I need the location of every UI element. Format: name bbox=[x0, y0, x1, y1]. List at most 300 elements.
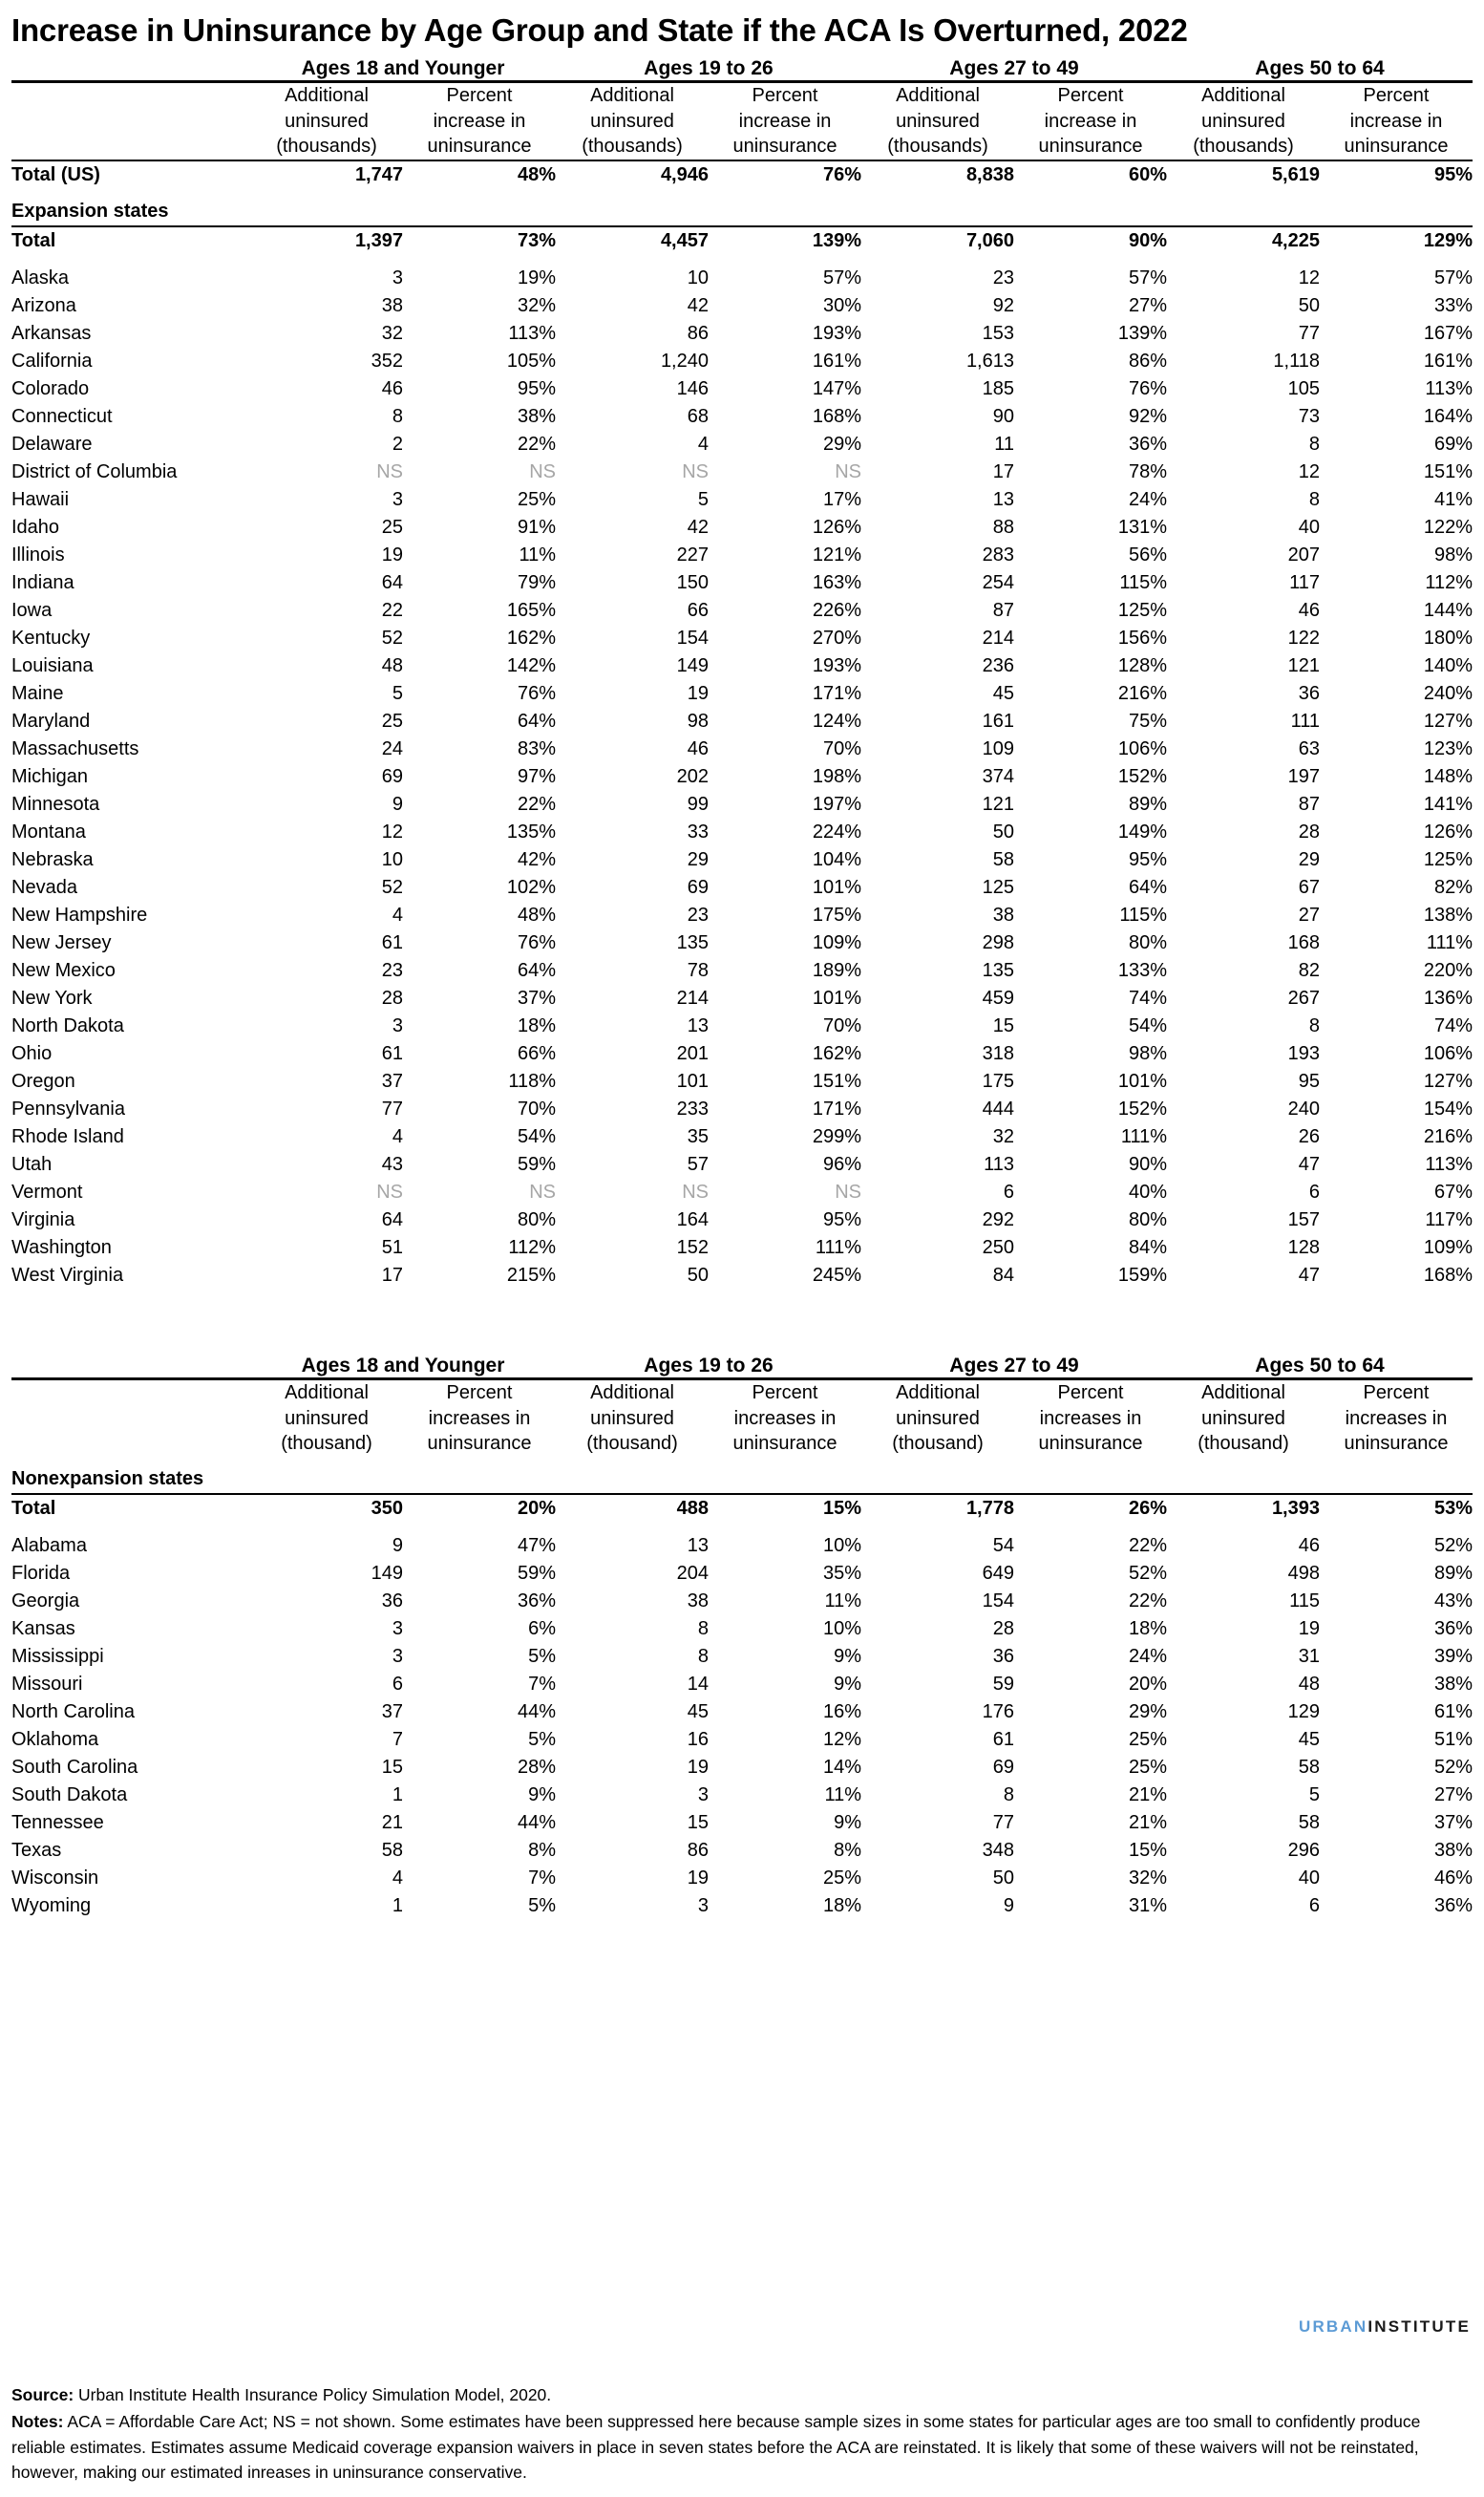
cell-value: 157 bbox=[1287, 1209, 1320, 1231]
cell-value: 1,393 bbox=[1271, 1497, 1320, 1519]
cell-value: 31% bbox=[1128, 1894, 1167, 1916]
table-row bbox=[11, 708, 1473, 736]
cell-value: 28 bbox=[992, 1617, 1014, 1639]
table-row bbox=[11, 1809, 1473, 1837]
cell-value: 459 bbox=[982, 988, 1014, 1010]
cell-value: 18% bbox=[1128, 1617, 1167, 1639]
cell-value: 4,946 bbox=[660, 164, 709, 186]
cell-value: 61 bbox=[992, 1728, 1014, 1750]
cell-value: 58 bbox=[1298, 1811, 1320, 1833]
row-state-label: Rhode Island bbox=[11, 1126, 124, 1148]
cell-value: 136% bbox=[1423, 988, 1473, 1010]
cell-value: 117 bbox=[1289, 572, 1320, 594]
row-state-label: Texas bbox=[11, 1839, 62, 1861]
cell-value: 79% bbox=[517, 572, 556, 594]
cell-value: 189% bbox=[812, 960, 861, 982]
cell-value: 7 bbox=[392, 1728, 403, 1750]
cell-value: 98% bbox=[1128, 1043, 1167, 1065]
cell-value: 53% bbox=[1433, 1497, 1473, 1519]
cell-value: 69 bbox=[381, 766, 403, 788]
cell-value: 44% bbox=[517, 1811, 556, 1833]
cell-value: 11 bbox=[994, 434, 1014, 456]
column-subheader: Additional uninsured (thousand) bbox=[892, 1382, 984, 1455]
cell-value: 5% bbox=[528, 1894, 556, 1916]
cell-value: 352 bbox=[371, 351, 403, 373]
row-state-label: Idaho bbox=[11, 517, 60, 539]
cell-value: 198% bbox=[812, 766, 861, 788]
cell-value: 40 bbox=[1298, 517, 1320, 539]
cell-value: 106% bbox=[1423, 1043, 1473, 1065]
cell-value: 95% bbox=[1128, 849, 1167, 871]
cell-value: 201 bbox=[676, 1043, 709, 1065]
cell-value: 168% bbox=[1423, 1265, 1473, 1287]
row-state-label: Washington bbox=[11, 1237, 112, 1259]
table-row bbox=[11, 1588, 1473, 1615]
source-line bbox=[11, 2382, 1473, 2408]
cell-value: 6 bbox=[1308, 1894, 1320, 1916]
cell-value: 33% bbox=[1433, 295, 1473, 317]
row-state-label: Delaware bbox=[11, 434, 93, 456]
cell-value: 69% bbox=[1433, 434, 1473, 456]
row-state-label: West Virginia bbox=[11, 1265, 124, 1287]
cell-value: 46% bbox=[1433, 1867, 1473, 1889]
cell-value: 7% bbox=[528, 1673, 556, 1695]
cell-value: 348 bbox=[982, 1839, 1014, 1861]
table-row bbox=[11, 1123, 1473, 1151]
cell-value: 61 bbox=[381, 1043, 403, 1065]
cell-value: 18% bbox=[517, 1015, 556, 1037]
table-row bbox=[11, 403, 1473, 431]
table-row bbox=[11, 819, 1473, 846]
cell-value: 76% bbox=[517, 683, 556, 705]
row-state-label: Total (US) bbox=[11, 164, 100, 186]
cell-value: 52 bbox=[381, 877, 403, 899]
cell-value: 46 bbox=[687, 738, 709, 760]
cell-value: 95% bbox=[517, 378, 556, 400]
cell-value: 61 bbox=[381, 932, 403, 954]
cell-value: 115% bbox=[1119, 905, 1167, 927]
cell-value: 48% bbox=[517, 905, 556, 927]
cell-value: 52% bbox=[1128, 1562, 1167, 1584]
cell-value: 97% bbox=[517, 766, 556, 788]
cell-value: 214 bbox=[982, 628, 1014, 650]
table-row bbox=[11, 929, 1473, 957]
cell-value: 8% bbox=[528, 1839, 556, 1861]
footer-notes bbox=[11, 2382, 1473, 2487]
cell-value: 42 bbox=[687, 295, 709, 317]
cell-value: 22 bbox=[381, 600, 403, 622]
cell-value: 152% bbox=[1117, 1099, 1167, 1120]
table-row bbox=[11, 1782, 1473, 1809]
cell-value: 112% bbox=[508, 1237, 556, 1259]
corner-cell bbox=[11, 82, 250, 160]
cell-value: 121 bbox=[1287, 655, 1320, 677]
cell-value: 350 bbox=[371, 1497, 403, 1519]
row-state-label: District of Columbia bbox=[11, 461, 178, 483]
cell-value: 90% bbox=[1128, 230, 1167, 252]
row-state-label: New Mexico bbox=[11, 960, 116, 982]
table-row bbox=[11, 1560, 1473, 1588]
column-subheader: Additional uninsured (thousand) bbox=[586, 1382, 678, 1455]
cell-value: 80% bbox=[1128, 1209, 1167, 1231]
cell-value: 129 bbox=[1287, 1700, 1320, 1722]
cell-value: 25 bbox=[381, 711, 403, 733]
cell-not-shown: NS bbox=[835, 1182, 861, 1204]
cell-value: 112% bbox=[1425, 572, 1473, 594]
cell-value: 121% bbox=[812, 544, 861, 566]
cell-value: 149% bbox=[1117, 822, 1167, 843]
cell-value: 1 bbox=[392, 1894, 403, 1916]
table-row bbox=[11, 542, 1473, 569]
cell-not-shown: NS bbox=[376, 461, 403, 483]
cell-value: 10% bbox=[822, 1534, 861, 1556]
cell-value: 50 bbox=[992, 1867, 1014, 1889]
row-state-label: California bbox=[11, 351, 93, 373]
cell-value: 126% bbox=[812, 517, 861, 539]
cell-value: 38% bbox=[1433, 1839, 1473, 1861]
cell-value: 57% bbox=[1128, 267, 1167, 289]
cell-value: 1,397 bbox=[354, 230, 403, 252]
cell-value: 77 bbox=[992, 1811, 1014, 1833]
cell-value: 150 bbox=[676, 572, 709, 594]
cell-value: 77 bbox=[1298, 323, 1320, 345]
cell-value: 91% bbox=[517, 517, 556, 539]
cell-value: 43% bbox=[1433, 1590, 1473, 1611]
cell-value: 42 bbox=[687, 517, 709, 539]
cell-not-shown: NS bbox=[682, 461, 709, 483]
total-row bbox=[11, 226, 1473, 255]
cell-value: 135% bbox=[506, 822, 556, 843]
cell-value: 1,240 bbox=[660, 351, 709, 373]
page-title: Increase in Uninsurance by Age Group and State if the ACA Is Overturned, 2022 bbox=[11, 12, 1188, 48]
cell-value: 101% bbox=[1117, 1071, 1167, 1093]
table-row bbox=[11, 1615, 1473, 1643]
cell-value: 58 bbox=[1298, 1756, 1320, 1778]
cell-value: 76% bbox=[517, 932, 556, 954]
cell-value: 46 bbox=[1298, 1534, 1320, 1556]
cell-value: 58 bbox=[992, 849, 1014, 871]
cell-value: 39% bbox=[1433, 1645, 1473, 1667]
cell-value: 98 bbox=[687, 711, 709, 733]
cell-value: 8 bbox=[392, 406, 403, 428]
column-subheader: Additional uninsured (thousand) bbox=[1198, 1382, 1289, 1455]
cell-value: 11% bbox=[824, 1783, 861, 1805]
cell-value: 90% bbox=[1128, 1154, 1167, 1176]
cell-value: 13 bbox=[992, 489, 1014, 511]
column-subheader: Additional uninsured (thousands) bbox=[887, 85, 988, 158]
cell-value: 35 bbox=[687, 1126, 709, 1148]
cell-value: 3 bbox=[697, 1894, 709, 1916]
cell-value: 7,060 bbox=[965, 230, 1014, 252]
cell-value: 292 bbox=[982, 1209, 1014, 1231]
cell-value: 9% bbox=[834, 1811, 861, 1833]
table-row bbox=[11, 375, 1473, 403]
row-state-label: Florida bbox=[11, 1562, 71, 1584]
age-group-header: Ages 50 to 64 bbox=[1255, 1355, 1385, 1377]
cell-value: 139% bbox=[1117, 323, 1167, 345]
table-row bbox=[11, 1726, 1473, 1754]
cell-value: 5% bbox=[528, 1728, 556, 1750]
cell-value: 46 bbox=[1298, 600, 1320, 622]
cell-value: 46 bbox=[381, 378, 403, 400]
cell-value: 78 bbox=[687, 960, 709, 982]
cell-value: 125% bbox=[1117, 600, 1167, 622]
row-state-label: Wyoming bbox=[11, 1894, 92, 1916]
cell-value: 40 bbox=[1298, 1867, 1320, 1889]
table-row bbox=[11, 1671, 1473, 1698]
cell-value: 6 bbox=[1308, 1182, 1320, 1204]
cell-value: 5% bbox=[528, 1645, 556, 1667]
cell-value: 236 bbox=[982, 655, 1014, 677]
cell-value: 59% bbox=[517, 1562, 556, 1584]
total-row bbox=[11, 160, 1473, 189]
cell-value: 4 bbox=[392, 1867, 403, 1889]
cell-value: 220% bbox=[1423, 960, 1473, 982]
corner-cell bbox=[11, 1345, 250, 1377]
cell-value: 59% bbox=[517, 1154, 556, 1176]
cell-value: 240 bbox=[1287, 1099, 1320, 1120]
cell-value: 8 bbox=[1308, 434, 1320, 456]
cell-value: 14 bbox=[687, 1673, 709, 1695]
row-state-label: Maine bbox=[11, 683, 64, 705]
cell-value: 63 bbox=[1298, 738, 1320, 760]
cell-value: 54 bbox=[992, 1534, 1014, 1556]
table-row bbox=[11, 1234, 1473, 1262]
cell-value: 37% bbox=[517, 988, 556, 1010]
cell-value: 59 bbox=[992, 1673, 1014, 1695]
sub-header-row bbox=[11, 82, 1473, 160]
cell-value: 17 bbox=[992, 461, 1014, 483]
cell-value: 89% bbox=[1433, 1562, 1473, 1584]
row-state-label: South Dakota bbox=[11, 1783, 128, 1805]
cell-value: 5 bbox=[697, 489, 709, 511]
urban-institute-logo bbox=[1299, 2317, 1471, 2337]
cell-value: 106% bbox=[1117, 738, 1167, 760]
cell-value: 19% bbox=[517, 267, 556, 289]
cell-value: 161% bbox=[812, 351, 861, 373]
column-subheader: Percent increases in uninsurance bbox=[427, 1382, 532, 1455]
cell-value: 64 bbox=[381, 1209, 403, 1231]
cell-value: 29 bbox=[687, 849, 709, 871]
table-row bbox=[11, 957, 1473, 985]
cell-value: 185 bbox=[982, 378, 1014, 400]
cell-value: 43 bbox=[381, 1154, 403, 1176]
table-row bbox=[11, 597, 1473, 625]
cell-value: 15 bbox=[992, 1015, 1014, 1037]
cell-value: 95% bbox=[822, 1209, 861, 1231]
cell-value: 52% bbox=[1433, 1534, 1473, 1556]
cell-value: 61% bbox=[1433, 1700, 1473, 1722]
cell-value: 141% bbox=[1423, 794, 1473, 816]
cell-value: 10 bbox=[381, 849, 403, 871]
cell-value: 21% bbox=[1128, 1811, 1167, 1833]
row-state-label: Indiana bbox=[11, 572, 74, 594]
age-group-header: Ages 19 to 26 bbox=[644, 1355, 774, 1377]
table-row bbox=[11, 625, 1473, 652]
cell-value: 27 bbox=[1298, 905, 1320, 927]
cell-value: 57% bbox=[822, 267, 861, 289]
table-row bbox=[11, 736, 1473, 763]
cell-value: 26% bbox=[1128, 1497, 1167, 1519]
uninsurance-table bbox=[11, 48, 1473, 1920]
cell-value: 133% bbox=[1117, 960, 1167, 982]
cell-value: 98% bbox=[1433, 544, 1473, 566]
cell-value: 10 bbox=[687, 267, 709, 289]
cell-value: 193% bbox=[812, 655, 861, 677]
row-state-label: Arkansas bbox=[11, 323, 92, 345]
row-state-label: South Carolina bbox=[11, 1756, 138, 1778]
cell-value: 92% bbox=[1128, 406, 1167, 428]
spacer-cell bbox=[11, 1290, 1473, 1345]
cell-value: 76% bbox=[1128, 378, 1167, 400]
cell-value: 73% bbox=[517, 230, 556, 252]
section-header-row bbox=[11, 1457, 1473, 1493]
cell-value: 113% bbox=[508, 323, 556, 345]
cell-value: 168 bbox=[1287, 932, 1320, 954]
row-state-label: Alaska bbox=[11, 267, 70, 289]
cell-value: 45 bbox=[992, 683, 1014, 705]
cell-value: 38% bbox=[1433, 1673, 1473, 1695]
table-row bbox=[11, 1262, 1473, 1290]
cell-value: 111% bbox=[1426, 932, 1473, 954]
cell-value: 216% bbox=[1117, 683, 1167, 705]
cell-value: 8 bbox=[697, 1617, 709, 1639]
cell-value: 227 bbox=[676, 544, 709, 566]
cell-value: 86 bbox=[687, 323, 709, 345]
cell-value: 144% bbox=[1423, 600, 1473, 622]
cell-value: 4 bbox=[392, 905, 403, 927]
cell-not-shown: NS bbox=[529, 1182, 556, 1204]
cell-value: 167% bbox=[1423, 323, 1473, 345]
cell-value: 29% bbox=[822, 434, 861, 456]
table-row bbox=[11, 1151, 1473, 1179]
cell-value: 66% bbox=[517, 1043, 556, 1065]
cell-value: 4,225 bbox=[1271, 230, 1320, 252]
row-state-label: Nebraska bbox=[11, 849, 94, 871]
row-state-label: Iowa bbox=[11, 600, 53, 622]
table-row bbox=[11, 569, 1473, 597]
logo-urban-text: URBAN bbox=[1298, 2317, 1368, 2336]
cell-value: 2 bbox=[392, 434, 403, 456]
row-state-label: Kentucky bbox=[11, 628, 91, 650]
cell-value: 164 bbox=[676, 1209, 709, 1231]
column-subheader: Percent increases in uninsurance bbox=[1038, 1382, 1143, 1455]
cell-value: 299% bbox=[812, 1126, 861, 1148]
cell-value: 156% bbox=[1117, 628, 1167, 650]
cell-value: 15 bbox=[687, 1811, 709, 1833]
cell-value: 111% bbox=[815, 1237, 861, 1259]
cell-value: 154 bbox=[676, 628, 709, 650]
cell-value: 4 bbox=[392, 1126, 403, 1148]
cell-value: 15% bbox=[1128, 1839, 1167, 1861]
table-row bbox=[11, 902, 1473, 929]
cell-value: 8,838 bbox=[965, 164, 1014, 186]
table-row bbox=[11, 348, 1473, 375]
cell-value: 33 bbox=[687, 822, 709, 843]
cell-value: 101% bbox=[812, 988, 861, 1010]
table-row bbox=[11, 874, 1473, 902]
cell-value: 125 bbox=[982, 877, 1014, 899]
cell-value: 30% bbox=[822, 295, 861, 317]
table-row bbox=[11, 1865, 1473, 1892]
age-group-header: Ages 18 and Younger bbox=[301, 1355, 505, 1377]
cell-value: 82 bbox=[1298, 960, 1320, 982]
cell-value: 83% bbox=[517, 738, 556, 760]
age-group-header: Ages 27 to 49 bbox=[949, 1355, 1079, 1377]
row-state-label: Massachusetts bbox=[11, 738, 139, 760]
cell-value: 27% bbox=[1128, 295, 1167, 317]
row-state-label: Alabama bbox=[11, 1534, 87, 1556]
table-row bbox=[11, 1096, 1473, 1123]
cell-value: 19 bbox=[687, 1756, 709, 1778]
spacer-row bbox=[11, 1290, 1473, 1345]
cell-value: 26 bbox=[1298, 1126, 1320, 1148]
cell-value: 131% bbox=[1117, 517, 1167, 539]
age-group-header: Ages 27 to 49 bbox=[949, 57, 1079, 80]
row-state-label: New York bbox=[11, 988, 93, 1010]
cell-value: 105% bbox=[506, 351, 556, 373]
row-state-label: Colorado bbox=[11, 378, 90, 400]
cell-value: 9% bbox=[528, 1783, 556, 1805]
cell-value: 215% bbox=[506, 1265, 556, 1287]
cell-value: 64% bbox=[1128, 877, 1167, 899]
cell-value: 88 bbox=[992, 517, 1014, 539]
cell-value: 444 bbox=[982, 1099, 1014, 1120]
cell-value: 95% bbox=[1433, 164, 1473, 186]
table-row bbox=[11, 1523, 1473, 1560]
cell-value: 202 bbox=[676, 766, 709, 788]
cell-value: 147% bbox=[812, 378, 861, 400]
row-state-label: Ohio bbox=[11, 1043, 53, 1065]
cell-value: 47% bbox=[517, 1534, 556, 1556]
cell-value: 176 bbox=[982, 1700, 1014, 1722]
row-state-label: Hawaii bbox=[11, 489, 70, 511]
cell-value: 498 bbox=[1287, 1562, 1320, 1584]
cell-value: 38 bbox=[992, 905, 1014, 927]
cell-value: 127% bbox=[1423, 1071, 1473, 1093]
cell-value: 109% bbox=[1423, 1237, 1473, 1259]
table-row bbox=[11, 1206, 1473, 1234]
corner-cell bbox=[11, 1379, 250, 1457]
cell-value: 70% bbox=[822, 1015, 861, 1037]
column-subheader: Percent increases in uninsurance bbox=[1344, 1382, 1449, 1455]
cell-value: 175 bbox=[982, 1071, 1014, 1093]
cell-value: 40% bbox=[1128, 1182, 1167, 1204]
cell-value: 283 bbox=[982, 544, 1014, 566]
cell-value: 11% bbox=[824, 1590, 861, 1611]
cell-value: 86% bbox=[1128, 351, 1167, 373]
cell-value: 161% bbox=[1423, 351, 1473, 373]
cell-value: 56% bbox=[1128, 544, 1167, 566]
cell-value: 36% bbox=[517, 1590, 556, 1611]
cell-value: 36 bbox=[381, 1590, 403, 1611]
cell-value: 12% bbox=[822, 1728, 861, 1750]
cell-value: 67% bbox=[1433, 1182, 1473, 1204]
row-state-label: Wisconsin bbox=[11, 1867, 99, 1889]
table-row bbox=[11, 1040, 1473, 1068]
cell-value: 197 bbox=[1287, 766, 1320, 788]
cell-value: 193 bbox=[1287, 1043, 1320, 1065]
cell-value: 38% bbox=[517, 406, 556, 428]
cell-value: 96% bbox=[822, 1154, 861, 1176]
table-row bbox=[11, 459, 1473, 486]
cell-value: 32 bbox=[992, 1126, 1014, 1148]
notes-label: Notes: bbox=[11, 2412, 64, 2432]
cell-value: 126% bbox=[1423, 822, 1473, 843]
column-subheader: Percent increase in uninsurance bbox=[732, 85, 837, 158]
cell-value: 488 bbox=[676, 1497, 709, 1519]
cell-value: 118% bbox=[508, 1071, 556, 1093]
